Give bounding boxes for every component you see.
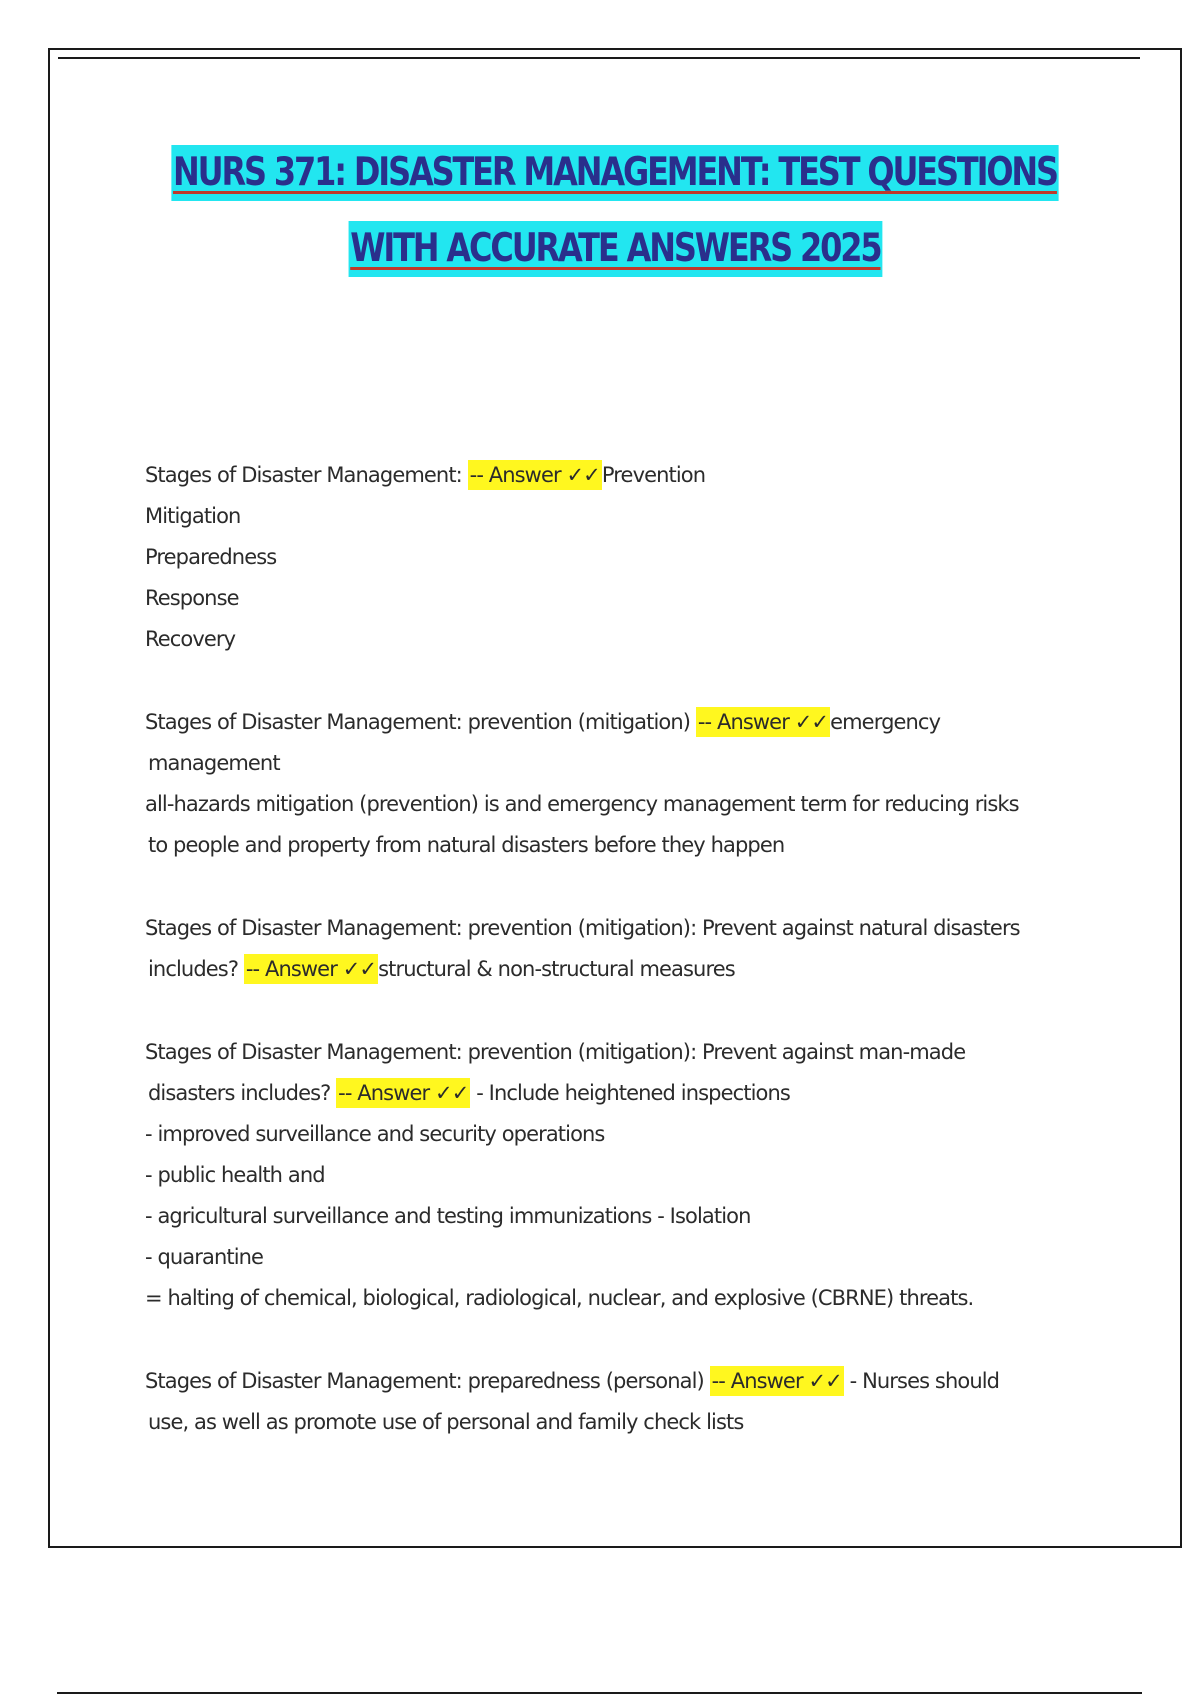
- qa-content: [145, 455, 1105, 1485]
- answer-line: - public health and: [145, 1163, 325, 1187]
- answer-text: - Nurses should: [849, 1369, 1000, 1393]
- qa-item-man-made-disasters: [145, 1032, 1105, 1319]
- qa-item-natural-disasters: [145, 908, 1105, 990]
- document-title: [50, 145, 1180, 297]
- question-text: Stages of Disaster Management: prevention (mitigation): [145, 710, 691, 734]
- answer-marker: -- Answer ✓✓: [244, 954, 378, 984]
- question-line: [145, 455, 1105, 496]
- question-text: Stages of Disaster Management: preparedness (personal): [145, 1369, 704, 1393]
- document-page: [48, 48, 1182, 1548]
- answer-marker: -- Answer ✓✓: [336, 1078, 470, 1108]
- answer-line: - improved surveillance and security operations: [145, 1122, 605, 1146]
- answer-text: emergency: [830, 710, 941, 734]
- question-line: [145, 702, 1105, 743]
- title-line-2: WITH ACCURATE ANSWERS 2025: [348, 221, 882, 277]
- question-line: [145, 1073, 1105, 1114]
- answer-line: to people and property from natural disasters before they happen: [148, 833, 785, 857]
- top-border-rule: [58, 57, 1140, 59]
- answer-line: Response: [145, 586, 239, 610]
- answer-line: Preparedness: [145, 545, 277, 569]
- answer-marker: -- Answer ✓✓: [696, 707, 830, 737]
- question-text: disasters includes?: [148, 1081, 331, 1105]
- qa-item-preparedness: [145, 1361, 1105, 1443]
- answer-line: use, as well as promote use of personal and family check lists: [148, 1410, 744, 1434]
- answer-text: Prevention: [601, 463, 706, 487]
- qa-item-stages: [145, 455, 1105, 660]
- question-line: Stages of Disaster Management: prevention (mitigation): Prevent against man-made: [145, 1040, 966, 1064]
- next-page-top-rule: [57, 1692, 1142, 1694]
- answer-text: - Include heightened inspections: [476, 1081, 790, 1105]
- question-line: [145, 1361, 1105, 1402]
- question-text: includes?: [148, 957, 239, 981]
- question-text: Stages of Disaster Management:: [145, 463, 462, 487]
- answer-line: Recovery: [145, 627, 236, 651]
- title-line-1: NURS 371: DISASTER MANAGEMENT: TEST QUESTIONS: [171, 145, 1058, 201]
- question-line: [145, 949, 1105, 990]
- answer-line: - agricultural surveillance and testing immunizations - Isolation: [145, 1204, 751, 1228]
- answer-line: all-hazards mitigation (prevention) is and emergency management term for reducing risks: [145, 792, 1019, 816]
- answer-marker: -- Answer ✓✓: [710, 1366, 844, 1396]
- question-line: Stages of Disaster Management: prevention (mitigation): Prevent against natural disasters: [145, 916, 1020, 940]
- qa-item-prevention: [145, 702, 1105, 866]
- answer-line: - quarantine: [145, 1245, 264, 1269]
- answer-line: Mitigation: [145, 504, 241, 528]
- answer-line: = halting of chemical, biological, radiological, nuclear, and explosive (CBRNE) threats.: [145, 1286, 974, 1310]
- answer-line: management: [148, 751, 280, 775]
- answer-marker: -- Answer ✓✓: [468, 460, 602, 490]
- answer-text: structural & non-structural measures: [378, 957, 735, 981]
